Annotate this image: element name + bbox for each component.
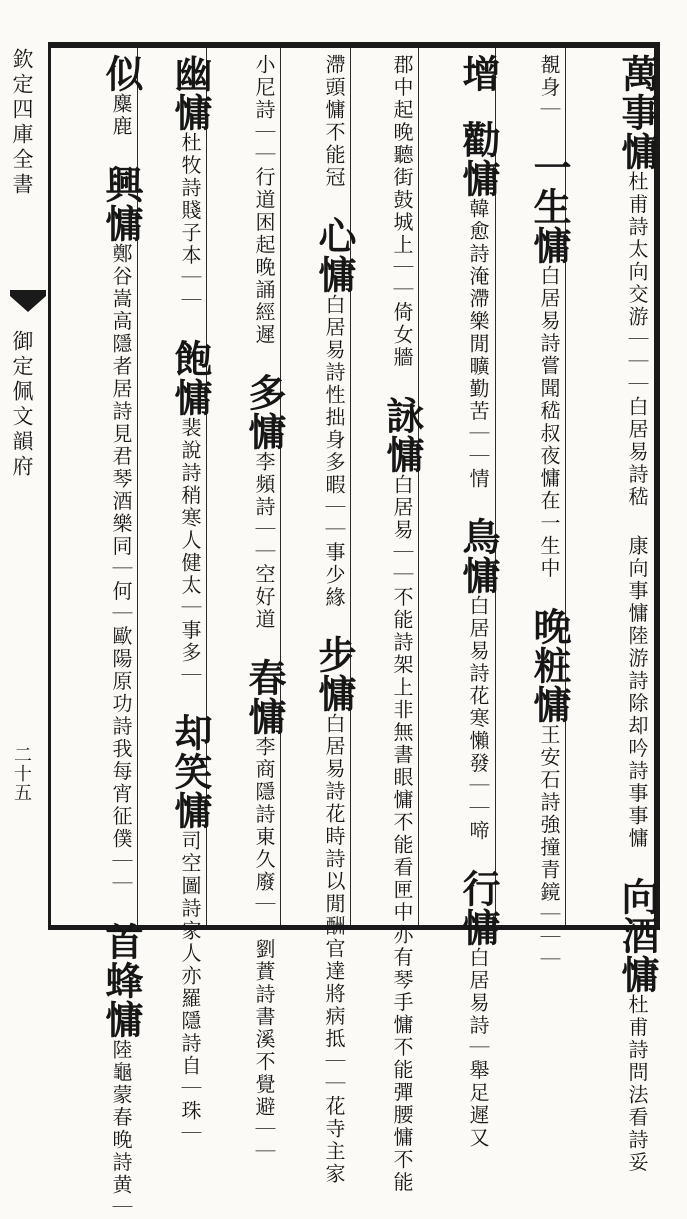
entry-annotation: 司空圖詩家人亦羅隱詩自｜珠｜ (178, 830, 202, 1145)
entry-headword: 却笑慵 (168, 713, 213, 830)
entry-headword: 晚粧慵 (527, 606, 572, 724)
column-divider (280, 48, 281, 925)
entry-headword: 春慵 (242, 657, 287, 736)
text-column-1 (570, 54, 660, 1174)
page-number: 二十五 (11, 745, 32, 802)
column-divider (418, 48, 419, 925)
entry-annotation: 韓愈詩淹滯樂閒曠勤苦｜｜情 (466, 197, 490, 490)
entry-annotation: 麋鹿 (109, 93, 133, 138)
entry-annotation: 李商隱詩東久廢｜｜劉蕡詩書溪不覺避｜｜ (252, 735, 276, 1163)
entry-headword: 步慵 (312, 635, 357, 713)
text-column-7 (140, 54, 213, 1145)
entry-annotation: 杜牧詩賤子本｜｜ (178, 132, 202, 312)
entry-annotation: 鄭谷嵩高隱者居詩見君琴酒樂同｜何｜歐陽原功詩我每宵征僕｜｜ (109, 242, 133, 895)
entry-annotation: 杜甫詩太向交游｜｜｜白居易詩嵇 (625, 171, 649, 509)
text-column-2 (498, 54, 572, 971)
entry-headword: 似 (99, 54, 144, 93)
entry-annotation: 李頻詩｜｜空好道 (252, 451, 276, 631)
text-column-4 (353, 54, 425, 1194)
frame-top-border (48, 42, 660, 48)
entry-annotation: 滯頭慵不能冠 (322, 54, 346, 189)
entry-headword: 向酒慵 (615, 876, 660, 994)
text-column-8 (53, 54, 144, 1219)
entry-annotation: 裴說詩稍寒人健太｜事多｜ (178, 416, 202, 687)
text-column-5 (283, 54, 357, 1186)
entry-annotation: 康向事慵陸游詩除却吟詩事事慵 (625, 535, 649, 850)
section-title: 御定佩文韻府 (10, 330, 34, 480)
entry-headword: 萬事慵 (615, 54, 660, 171)
entry-headword: 心慵 (312, 215, 357, 294)
entry-headword: 飽慵 (168, 338, 213, 417)
frame-left-border (48, 42, 51, 930)
entry-annotation: 白居易詩花寒懶發｜｜啼 (466, 594, 490, 842)
entry-headword: 鳥慵 (456, 516, 501, 595)
entry-annotation: 杜甫詩問法看詩妥 (625, 993, 649, 1174)
entry-annotation: 陸龜蒙春晚詩黄｜ (109, 1038, 133, 1219)
entry-annotation: 白居易詩嘗聞嵇叔夜慵在一生中 (537, 265, 561, 580)
entry-annotation: 郡中起晚聽街鼓城上｜｜倚女牆 (390, 54, 414, 369)
book-title: 欽定四庫全書 (10, 48, 34, 198)
entry-annotation: 白居易詩｜舉足遲又 (466, 946, 490, 1149)
entry-headword: 詠慵 (380, 395, 425, 474)
frame-right-border (654, 42, 660, 930)
text-column-3 (421, 54, 501, 1149)
fish-tail-mark (10, 290, 46, 312)
entry-annotation: 覩身｜ (537, 54, 561, 122)
entry-annotation: 王安石詩強撞青鏡｜｜｜ (537, 723, 561, 971)
entry-annotation: 白居易詩花時詩以閒酬官達將病抵｜｜花寺主家 (322, 713, 346, 1186)
entry-headword: 勸慵 (456, 119, 501, 198)
entry-headword: 多慵 (242, 373, 287, 451)
entry-headword: 首蜂慵 (99, 921, 144, 1039)
entry-headword: 幽慵 (168, 54, 213, 132)
entry-annotation: 小尼詩｜｜行道困起晚誦經遲 (252, 54, 276, 347)
column-divider (350, 48, 351, 925)
entry-headword: 一生慵 (527, 148, 572, 265)
entry-headword: 增 (456, 54, 501, 93)
text-column-6 (209, 54, 287, 1163)
entry-annotation: 白居易詩性拙身多暇｜｜事少緣 (322, 293, 346, 609)
entry-headword: 興慵 (99, 164, 144, 243)
entry-headword: 行慵 (456, 868, 501, 947)
entry-annotation: 白居易｜｜不能詩架上非無書眼慵不能看匣中亦有琴手慵不能彈腰慵不能 (390, 473, 414, 1194)
